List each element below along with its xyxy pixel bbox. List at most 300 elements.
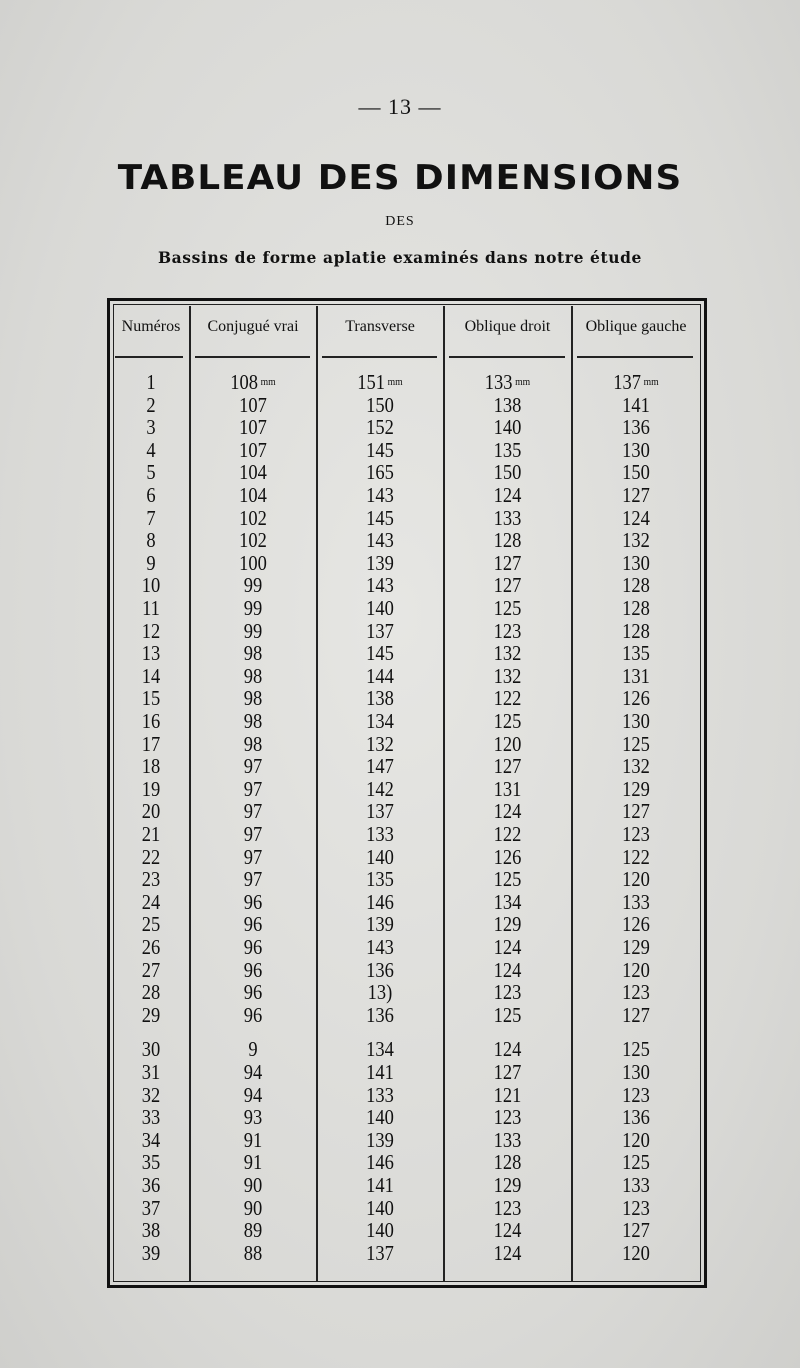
cell-value: 124 <box>493 1240 522 1265</box>
cell-numero <box>118 913 185 935</box>
cell-value: 107 <box>239 437 267 462</box>
cell-value: 136 <box>366 957 394 982</box>
cell-numero <box>118 461 185 483</box>
table-row <box>0 529 800 551</box>
cell-oblique-gauche <box>580 981 693 1003</box>
cell-oblique-gauche <box>580 1004 693 1026</box>
cell-oblique-gauche <box>580 1061 693 1083</box>
cell-transverse <box>325 755 436 777</box>
cell-transverse <box>325 1061 436 1083</box>
cell-oblique-droit <box>452 1219 564 1241</box>
cell-transverse <box>325 846 436 868</box>
cell-conjugue-vrai <box>198 416 309 438</box>
cell-value: 139 <box>366 1127 394 1152</box>
cell-numero <box>118 529 185 551</box>
cell-transverse <box>325 552 436 574</box>
cell-value: 122 <box>493 822 522 846</box>
cell-oblique-droit <box>452 778 564 800</box>
cell-numero <box>118 642 185 664</box>
table-row <box>0 891 800 913</box>
table-row <box>0 1038 800 1060</box>
cell-value: 100 <box>239 550 267 575</box>
cell-transverse <box>325 1038 436 1060</box>
cell-value: 127 <box>622 799 650 824</box>
cell-numero <box>118 846 185 868</box>
cell-value: 136 <box>366 1002 394 1027</box>
cell-value: 134 <box>366 709 394 733</box>
cell-oblique-gauche <box>580 1242 693 1264</box>
cell-value: 125 <box>622 731 650 756</box>
cell-value: 104 <box>239 460 267 485</box>
cell-conjugue-vrai <box>198 868 309 890</box>
cell-value: 124 <box>493 1037 522 1062</box>
cell-oblique-droit <box>452 439 564 461</box>
cell-oblique-gauche <box>580 416 693 438</box>
cell-oblique-gauche <box>580 642 693 664</box>
cell-numero <box>118 574 185 596</box>
cell-value: 22 <box>141 844 161 869</box>
cell-value: 17 <box>141 731 161 756</box>
cell-value: 120 <box>622 1127 650 1152</box>
cell-oblique-gauche <box>580 733 693 755</box>
table-row <box>0 371 800 393</box>
cell-value: 97 <box>243 867 263 892</box>
table-row <box>0 778 800 800</box>
cell-value: 5 <box>146 460 156 485</box>
cell-conjugue-vrai <box>198 597 309 619</box>
cell-oblique-droit <box>452 1129 564 1151</box>
cell-numero <box>118 507 185 529</box>
cell-value: 128 <box>622 596 650 620</box>
cell-value: 125 <box>622 1150 650 1175</box>
header-oblique-gauche: Oblique gauche <box>585 318 687 335</box>
table-row <box>0 846 800 868</box>
cell-value: 125 <box>493 1002 522 1027</box>
cell-value: 140 <box>366 1218 394 1243</box>
cell-value: 134 <box>366 1037 394 1062</box>
cell-value: 127 <box>622 483 650 507</box>
header-rule <box>195 356 310 358</box>
header-rule <box>577 356 693 358</box>
cell-oblique-droit <box>452 552 564 574</box>
cell-value: 97 <box>243 844 263 869</box>
table-row <box>0 1084 800 1106</box>
cell-value: 1 <box>146 370 156 394</box>
cell-numero <box>118 1219 185 1241</box>
cell-transverse <box>325 1242 436 1264</box>
cell-oblique-droit <box>452 1084 564 1106</box>
table-row <box>0 755 800 777</box>
cell-value: 29 <box>141 1002 161 1027</box>
cell-value: 23 <box>141 867 161 892</box>
cell-value: 150 <box>366 392 394 417</box>
cell-oblique-droit <box>452 1174 564 1196</box>
cell-oblique-gauche <box>580 778 693 800</box>
cell-transverse <box>325 1151 436 1173</box>
cell-conjugue-vrai <box>198 1004 309 1026</box>
cell-transverse <box>325 1174 436 1196</box>
cell-numero <box>118 484 185 506</box>
cell-transverse <box>325 371 436 393</box>
cell-value: 13) <box>367 980 393 1005</box>
cell-oblique-gauche <box>580 574 693 596</box>
cell-transverse <box>325 665 436 687</box>
cell-oblique-gauche <box>580 552 693 574</box>
cell-transverse <box>325 913 436 935</box>
cell-value: 31 <box>141 1060 161 1084</box>
table-row <box>0 416 800 438</box>
cell-value: 10 <box>141 573 161 598</box>
cell-value: 141 <box>366 1173 394 1197</box>
cell-value: 131 <box>622 663 650 688</box>
cell-value: 38 <box>141 1218 161 1243</box>
header-rule <box>449 356 565 358</box>
cell-oblique-gauche <box>580 665 693 687</box>
cell-value: 124 <box>622 505 650 530</box>
cell-value: 97 <box>243 822 263 846</box>
cell-oblique-droit <box>452 1197 564 1219</box>
cell-value: 140 <box>366 1195 394 1220</box>
cell-value: 89 <box>243 1218 263 1243</box>
cell-numero <box>118 1151 185 1173</box>
table-row <box>0 800 800 822</box>
cell-value: 120 <box>622 1240 650 1265</box>
cell-oblique-gauche <box>580 1084 693 1106</box>
cell-value: 30 <box>141 1037 161 1062</box>
cell-oblique-droit <box>452 665 564 687</box>
cell-conjugue-vrai <box>198 552 309 574</box>
table-row <box>0 868 800 890</box>
cell-value: 137 <box>366 618 394 643</box>
cell-value: 34 <box>141 1127 161 1152</box>
cell-value: 107 <box>239 392 267 417</box>
cell-value: 123 <box>622 1082 650 1107</box>
cell-value: 97 <box>243 754 263 779</box>
cell-oblique-gauche <box>580 439 693 461</box>
cell-oblique-gauche <box>580 1197 693 1219</box>
cell-value: 98 <box>243 731 263 756</box>
cell-value: 138 <box>493 392 522 417</box>
cell-value: 102 <box>239 505 267 530</box>
cell-value: 132 <box>493 663 522 688</box>
cell-value: 24 <box>141 889 161 914</box>
table-row <box>0 1151 800 1173</box>
table-row <box>0 1106 800 1128</box>
cell-value: 120 <box>622 867 650 892</box>
cell-value: 94 <box>243 1082 263 1107</box>
cell-transverse <box>325 687 436 709</box>
cell-value: 98 <box>243 709 263 733</box>
cell-transverse <box>325 439 436 461</box>
cell-value: 135 <box>366 867 394 892</box>
cell-numero <box>118 823 185 845</box>
cell-oblique-droit <box>452 1151 564 1173</box>
cell-value: 104 <box>239 483 267 507</box>
cell-value: 26 <box>141 935 161 959</box>
cell-transverse <box>325 597 436 619</box>
cell-numero <box>118 597 185 619</box>
cell-value: 147 <box>366 754 394 779</box>
cell-value: 16 <box>141 709 161 733</box>
cell-value: 133 <box>366 1082 394 1107</box>
cell-numero <box>118 936 185 958</box>
cell-oblique-gauche <box>580 1129 693 1151</box>
cell-value: 124 <box>493 935 522 959</box>
cell-conjugue-vrai <box>198 687 309 709</box>
cell-value: 140 <box>366 1105 394 1130</box>
cell-value: 39 <box>141 1240 161 1265</box>
unit-label: mm <box>387 376 403 388</box>
cell-value: 35 <box>141 1150 161 1175</box>
cell-value: 124 <box>493 957 522 982</box>
cell-conjugue-vrai <box>198 461 309 483</box>
cell-value: 99 <box>243 618 263 643</box>
cell-value: 123 <box>493 1105 522 1130</box>
cell-value: 125 <box>622 1037 650 1062</box>
table-row <box>0 597 800 619</box>
cell-conjugue-vrai <box>198 959 309 981</box>
cell-oblique-droit <box>452 484 564 506</box>
cell-value: 152 <box>366 415 394 440</box>
cell-value: 140 <box>366 844 394 869</box>
cell-transverse <box>325 461 436 483</box>
table-row <box>0 687 800 709</box>
cell-value: 99 <box>243 596 263 620</box>
cell-transverse <box>325 574 436 596</box>
table-row <box>0 484 800 506</box>
cell-numero <box>118 778 185 800</box>
cell-value: 2 <box>146 392 156 417</box>
cell-numero <box>118 1197 185 1219</box>
cell-value: 137 <box>613 370 642 394</box>
cell-value: 128 <box>622 573 650 598</box>
cell-oblique-gauche <box>580 755 693 777</box>
cell-conjugue-vrai <box>198 1129 309 1151</box>
cell-value: 129 <box>622 935 650 959</box>
cell-value: 128 <box>493 1150 522 1175</box>
cell-value: 97 <box>243 776 263 801</box>
cell-value: 134 <box>493 889 522 914</box>
cell-value: 129 <box>622 776 650 801</box>
cell-value: 11 <box>142 596 160 620</box>
cell-oblique-gauche <box>580 1151 693 1173</box>
cell-oblique-droit <box>452 959 564 981</box>
cell-oblique-droit <box>452 710 564 732</box>
cell-oblique-droit <box>452 1061 564 1083</box>
cell-value: 122 <box>493 686 522 711</box>
cell-value: 15 <box>141 686 161 711</box>
cell-value: 123 <box>493 980 522 1005</box>
cell-oblique-droit <box>452 507 564 529</box>
cell-value: 150 <box>622 460 650 485</box>
table-row <box>0 552 800 574</box>
cell-value: 125 <box>493 709 522 733</box>
table-row <box>0 1197 800 1219</box>
cell-numero <box>118 687 185 709</box>
table-row <box>0 981 800 1003</box>
cell-conjugue-vrai <box>198 394 309 416</box>
cell-value: 37 <box>141 1195 161 1220</box>
cell-numero <box>118 439 185 461</box>
cell-value: 98 <box>243 663 263 688</box>
cell-value: 98 <box>243 686 263 711</box>
cell-value: 20 <box>141 799 161 824</box>
cell-numero <box>118 710 185 732</box>
cell-oblique-droit <box>452 394 564 416</box>
cell-oblique-droit <box>452 371 564 393</box>
cell-value: 141 <box>622 392 650 417</box>
cell-transverse <box>325 891 436 913</box>
cell-value: 126 <box>493 844 522 869</box>
cell-transverse <box>325 1197 436 1219</box>
table-row <box>0 913 800 935</box>
cell-value: 127 <box>493 754 522 779</box>
cell-value: 124 <box>493 1218 522 1243</box>
table-row <box>0 461 800 483</box>
cell-conjugue-vrai <box>198 665 309 687</box>
cell-conjugue-vrai <box>198 1242 309 1264</box>
cell-value: 127 <box>493 550 522 575</box>
cell-oblique-droit <box>452 823 564 845</box>
cell-oblique-gauche <box>580 620 693 642</box>
cell-conjugue-vrai <box>198 981 309 1003</box>
cell-value: 28 <box>141 980 161 1005</box>
cell-value: 126 <box>622 686 650 711</box>
cell-oblique-droit <box>452 891 564 913</box>
cell-transverse <box>325 1084 436 1106</box>
header-conjugue-vrai: Conjugué vrai <box>207 318 299 335</box>
cell-conjugue-vrai <box>198 1174 309 1196</box>
cell-conjugue-vrai <box>198 529 309 551</box>
cell-value: 123 <box>493 1195 522 1220</box>
cell-conjugue-vrai <box>198 800 309 822</box>
cell-value: 102 <box>239 528 267 553</box>
cell-value: 3 <box>146 415 156 440</box>
table-row <box>0 1129 800 1151</box>
cell-conjugue-vrai <box>198 778 309 800</box>
cell-value: 9 <box>248 1037 258 1062</box>
cell-conjugue-vrai <box>198 846 309 868</box>
cell-value: 120 <box>622 957 650 982</box>
cell-value: 124 <box>493 799 522 824</box>
cell-value: 25 <box>141 912 161 937</box>
cell-transverse <box>325 710 436 732</box>
table-row <box>0 394 800 416</box>
table-row <box>0 823 800 845</box>
cell-oblique-gauche <box>580 1038 693 1060</box>
header-rule <box>115 356 183 358</box>
cell-conjugue-vrai <box>198 913 309 935</box>
cell-numero <box>118 1084 185 1106</box>
cell-oblique-droit <box>452 1106 564 1128</box>
cell-value: 151 <box>357 370 386 394</box>
cell-transverse <box>325 642 436 664</box>
cell-value: 130 <box>622 709 650 733</box>
cell-conjugue-vrai <box>198 574 309 596</box>
header-numeros: Numéros <box>121 318 181 335</box>
cell-oblique-gauche <box>580 484 693 506</box>
cell-value: 123 <box>622 822 650 846</box>
page-subtitle: Bassins de forme aplatie examinés dans notre étude <box>157 248 643 267</box>
cell-transverse <box>325 620 436 642</box>
cell-value: 123 <box>622 980 650 1005</box>
cell-value: 145 <box>366 505 394 530</box>
cell-transverse <box>325 507 436 529</box>
cell-value: 146 <box>366 1150 394 1175</box>
cell-value: 27 <box>141 957 161 982</box>
cell-value: 96 <box>243 980 263 1005</box>
cell-conjugue-vrai <box>198 733 309 755</box>
cell-numero <box>118 394 185 416</box>
cell-oblique-gauche <box>580 959 693 981</box>
cell-numero <box>118 733 185 755</box>
cell-value: 150 <box>493 460 522 485</box>
cell-value: 6 <box>146 483 156 507</box>
cell-value: 96 <box>243 1002 263 1027</box>
cell-oblique-droit <box>452 461 564 483</box>
cell-value: 18 <box>141 754 161 779</box>
cell-value: 97 <box>243 799 263 824</box>
cell-value: 4 <box>146 437 156 462</box>
cell-value: 137 <box>366 1240 394 1265</box>
cell-conjugue-vrai <box>198 1197 309 1219</box>
cell-value: 8 <box>146 528 156 553</box>
title-connector: DES <box>385 214 415 229</box>
cell-conjugue-vrai <box>198 1084 309 1106</box>
cell-transverse <box>325 936 436 958</box>
cell-value: 140 <box>366 596 394 620</box>
cell-value: 136 <box>622 1105 650 1130</box>
cell-numero <box>118 981 185 1003</box>
cell-value: 124 <box>493 483 522 507</box>
cell-value: 125 <box>493 596 522 620</box>
table-row <box>0 574 800 596</box>
cell-value: 98 <box>243 641 263 666</box>
cell-value: 19 <box>141 776 161 801</box>
cell-oblique-gauche <box>580 1219 693 1241</box>
cell-value: 130 <box>622 437 650 462</box>
cell-value: 14 <box>141 663 161 688</box>
cell-value: 136 <box>622 415 650 440</box>
cell-oblique-droit <box>452 913 564 935</box>
cell-value: 108 <box>230 370 259 394</box>
cell-numero <box>118 1038 185 1060</box>
cell-oblique-gauche <box>580 1106 693 1128</box>
cell-oblique-gauche <box>580 823 693 845</box>
cell-value: 12 <box>141 618 161 643</box>
cell-numero <box>118 620 185 642</box>
table-row <box>0 620 800 642</box>
cell-oblique-gauche <box>580 936 693 958</box>
cell-oblique-gauche <box>580 529 693 551</box>
table-row <box>0 710 800 732</box>
cell-numero <box>118 665 185 687</box>
cell-value: 133 <box>493 1127 522 1152</box>
cell-oblique-droit <box>452 1242 564 1264</box>
cell-value: 133 <box>622 889 650 914</box>
table-row <box>0 1004 800 1026</box>
cell-value: 143 <box>366 935 394 959</box>
cell-value: 133 <box>484 370 513 394</box>
cell-numero <box>118 800 185 822</box>
cell-oblique-droit <box>452 936 564 958</box>
unit-label: mm <box>260 376 276 388</box>
cell-value: 126 <box>622 912 650 937</box>
cell-conjugue-vrai <box>198 507 309 529</box>
cell-numero <box>118 1004 185 1026</box>
cell-oblique-droit <box>452 755 564 777</box>
cell-conjugue-vrai <box>198 1151 309 1173</box>
